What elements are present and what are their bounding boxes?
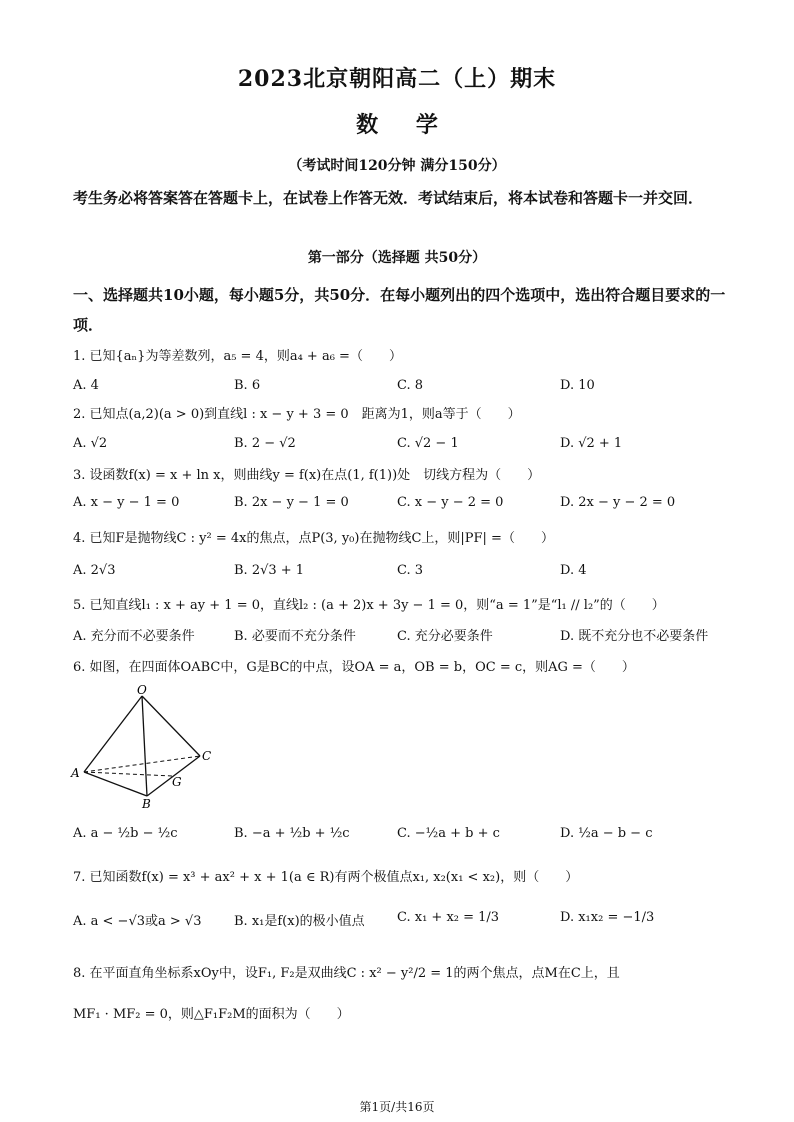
- edge-oa: [84, 696, 142, 772]
- question-3-option-c: C. x − y − 2 = 0: [397, 495, 504, 510]
- question-5-option-b: B. 必要而不充分条件: [234, 629, 356, 644]
- edge-ab: [84, 772, 147, 796]
- question-8-stem-continued: MF₁ · MF₂ = 0，则△F₁F₂M的面积为（ ）: [73, 1007, 350, 1022]
- edge-oc: [142, 696, 200, 756]
- page-footer: 第1页/共16页: [359, 1100, 435, 1114]
- question-1-stem: 1. 已知{aₙ}为等差数列，a₅ = 4，则a₄ + a₆ =（ ）: [73, 349, 402, 364]
- vertex-label-o: O: [137, 684, 147, 697]
- question-3-option-d: D. 2x − y − 2 = 0: [560, 495, 676, 510]
- question-8-stem: 8. 在平面直角坐标系xOy中，设F₁, F₂是双曲线C : x² − y²/2 = 1的两个焦点，点M在C上，且: [73, 966, 620, 981]
- question-4-option-a: A. 2√3: [73, 563, 116, 578]
- section-title: 一、选择题共10小题，每小题5分，共50分．在每小题列出的四个选项中，选出符合题目要求的一项．: [73, 286, 726, 334]
- question-1-option-d: D. 10: [560, 378, 595, 393]
- question-5-option-c: C. 充分必要条件: [397, 629, 493, 644]
- question-2-option-b: B. 2 − √2: [234, 436, 296, 451]
- question-2-stem: 2. 已知点(a,2)(a > 0)到直线l : x − y + 3 = 0 距离为1，则a等于（ ）: [73, 407, 521, 422]
- question-5-stem: 5. 已知直线l₁ : x + ay + 1 = 0，直线l₂ : (a + 2)x + 3y − 1 = 0，则“a = 1”是“l₁ // l₂”的（ ）: [73, 598, 665, 613]
- vertex-label-g: G: [172, 775, 182, 789]
- question-1-option-b: B. 6: [234, 378, 261, 393]
- question-6-option-a: A. a − ½b − ½c: [73, 826, 178, 841]
- question-4-option-b: B. 2√3 + 1: [234, 563, 305, 578]
- question-5-option-a: A. 充分而不必要条件: [73, 629, 195, 644]
- exam-duration-score: （考试时间120分钟 满分150分）: [288, 158, 506, 174]
- question-7-option-a: A. a < −√3或a > √3: [73, 914, 202, 929]
- question-3-stem: 3. 设函数f(x) = x + ln x，则曲线y = f(x)在点(1, f(1))处 切线方程为（ ）: [73, 468, 541, 483]
- question-3-option-b: B. 2x − y − 1 = 0: [234, 495, 349, 510]
- exam-subject: 数 学: [356, 112, 438, 138]
- exam-title: 2023北京朝阳高二（上）期末: [237, 66, 557, 92]
- question-1-option-a: A. 4: [73, 378, 99, 393]
- part-title: 第一部分（选择题 共50分）: [307, 250, 487, 266]
- vertex-label-a: A: [71, 766, 80, 780]
- question-6-option-c: C. −½a + b + c: [397, 826, 500, 841]
- question-6-option-d: D. ½a − b − c: [560, 826, 653, 841]
- edge-ag-hidden: [84, 772, 173, 776]
- question-7-option-c: C. x₁ + x₂ = 1/3: [397, 910, 500, 925]
- question-2-option-d: D. √2 + 1: [560, 436, 623, 451]
- question-6-stem: 6. 如图，在四面体OABC中，G是BC的中点，设OA = a，OB = b，OC = c，则AG =（ ）: [73, 660, 635, 675]
- tetrahedron-figure: [68, 684, 228, 810]
- exam-notice: 考生务必将答案答在答题卡上，在试卷上作答无效．考试结束后，将本试卷和答题卡一并交回．: [73, 189, 704, 207]
- question-2-option-a: A. √2: [73, 436, 108, 451]
- question-5-option-d: D. 既不充分也不必要条件: [560, 629, 709, 644]
- question-1-option-c: C. 8: [397, 378, 424, 393]
- question-7-stem: 7. 已知函数f(x) = x³ + ax² + x + 1(a ∈ R)有两个极值点x₁, x₂(x₁ < x₂)，则（ ）: [73, 870, 579, 885]
- question-4-stem: 4. 已知F是抛物线C : y² = 4x的焦点，点P(3, y₀)在抛物线C上，则|PF| =（ ）: [73, 531, 554, 546]
- vertex-label-b: B: [142, 797, 151, 810]
- question-4-option-d: D. 4: [560, 563, 587, 578]
- vertex-label-c: C: [202, 749, 212, 763]
- question-6-option-b: B. −a + ½b + ½c: [234, 826, 350, 841]
- edge-ob: [142, 696, 147, 796]
- question-7-option-b: B. x₁是f(x)的极小值点: [234, 914, 365, 929]
- question-4-option-c: C. 3: [397, 563, 424, 578]
- question-3-option-a: A. x − y − 1 = 0: [73, 495, 180, 510]
- question-2-option-c: C. √2 − 1: [397, 436, 459, 451]
- question-7-option-d: D. x₁x₂ = −1/3: [560, 910, 655, 925]
